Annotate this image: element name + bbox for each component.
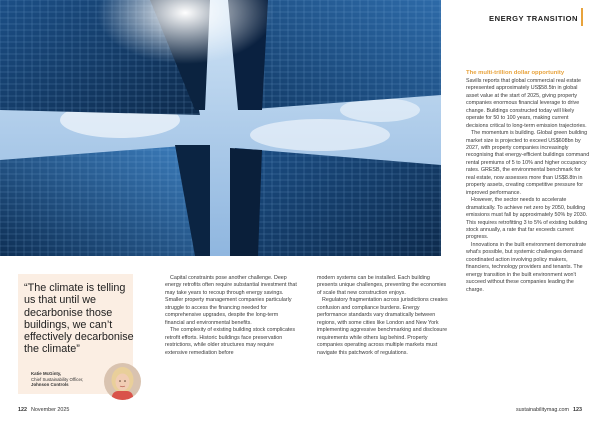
section-tag: ENERGY TRANSITION bbox=[489, 14, 578, 23]
pull-quote-text: “The climate is telling us that until we decarbonise those buildings, we can’t effectively decarbonise the climate” bbox=[24, 282, 134, 356]
author-portrait bbox=[104, 363, 141, 400]
paragraph: modern systems can be installed. Each building presents unique challenges, preventing the economies of scale that new construction enjoys. bbox=[317, 275, 447, 296]
paragraph: Capital constraints pose another challenge. Deep energy retrofits often require substantial investment that may take years to recoup through energy savings. Smaller property management companies particularly struggle to access the financing needed for comprehensive upgrades, despite the long-term financial and environmental benefits. bbox=[165, 275, 297, 326]
quote-author-title: Chief Sustainability Officer, bbox=[31, 376, 84, 382]
subheading: The multi-trillion dollar opportunity bbox=[466, 70, 565, 76]
site-url: sustainabilitymag.com bbox=[515, 407, 569, 413]
footer-left bbox=[18, 407, 69, 413]
page-number-right: 123 bbox=[573, 407, 582, 413]
paragraph: Innovations in the built environment demonstrate what's possible, but systemic challenges demand coordinated action involving policy makers, financiers, technology providers and tenants. The energy transition in the built environment won't succeed without these companies leading the charge. bbox=[466, 241, 587, 293]
third-article-column bbox=[317, 275, 449, 357]
page-number-left: 122 bbox=[18, 407, 27, 413]
hero-photo-skyscrapers bbox=[0, 0, 441, 256]
right-article-column bbox=[466, 70, 590, 294]
paragraph: Regulatory fragmentation across jurisdictions creates confusion and compliance burdens. Energy performance standards vary dramatically between regions, with some cities like London and New York implementing aggressive benchmarking and disclosure requirements while others lag behind. Property companies operating across multiple markets must navigate this patchwork of regulations. bbox=[317, 297, 448, 356]
quote-author-name: Katie McGinty, bbox=[31, 371, 62, 376]
middle-article-column bbox=[165, 275, 297, 357]
paragraph: The complexity of existing building stock complicates retrofit efforts. Historic buildings face preservation restrictions, while older structures may require extensive remediation before bbox=[165, 327, 296, 356]
footer-right bbox=[480, 407, 582, 413]
paragraph: The momentum is building. Global green building market size is projected to exceed US$608bn by 2027, with property companies increasingly recognising that energy-efficient buildings command rental premiums of 5 to 10% and higher occupancy rates. GRESB, the environmental benchmark for real estate, now assesses more than US$8.8tn in property assets, creating competitive pressure for improved performance. bbox=[466, 130, 590, 196]
paragraph: Savills reports that global commercial real estate represented approximately US$58.5tn in global asset value at the start of 2025, giving property companies enormous financial leverage to drive change. Buildings constructed today will likely operate for 50 to 100 years, making current decisions critical to long-term emission trajectories. bbox=[466, 77, 587, 129]
issue-date: November 2025 bbox=[31, 407, 70, 413]
quote-author-company: Johnson Controls bbox=[31, 382, 69, 387]
section-accent-bar bbox=[581, 8, 583, 26]
paragraph: However, the sector needs to accelerate dramatically. To achieve net zero by 2050, building emissions must fall by approximately 50% by 2030. This requires retrofitting 3 to 5% of existing building stock annually, a rate that far exceeds current progress. bbox=[466, 197, 588, 241]
